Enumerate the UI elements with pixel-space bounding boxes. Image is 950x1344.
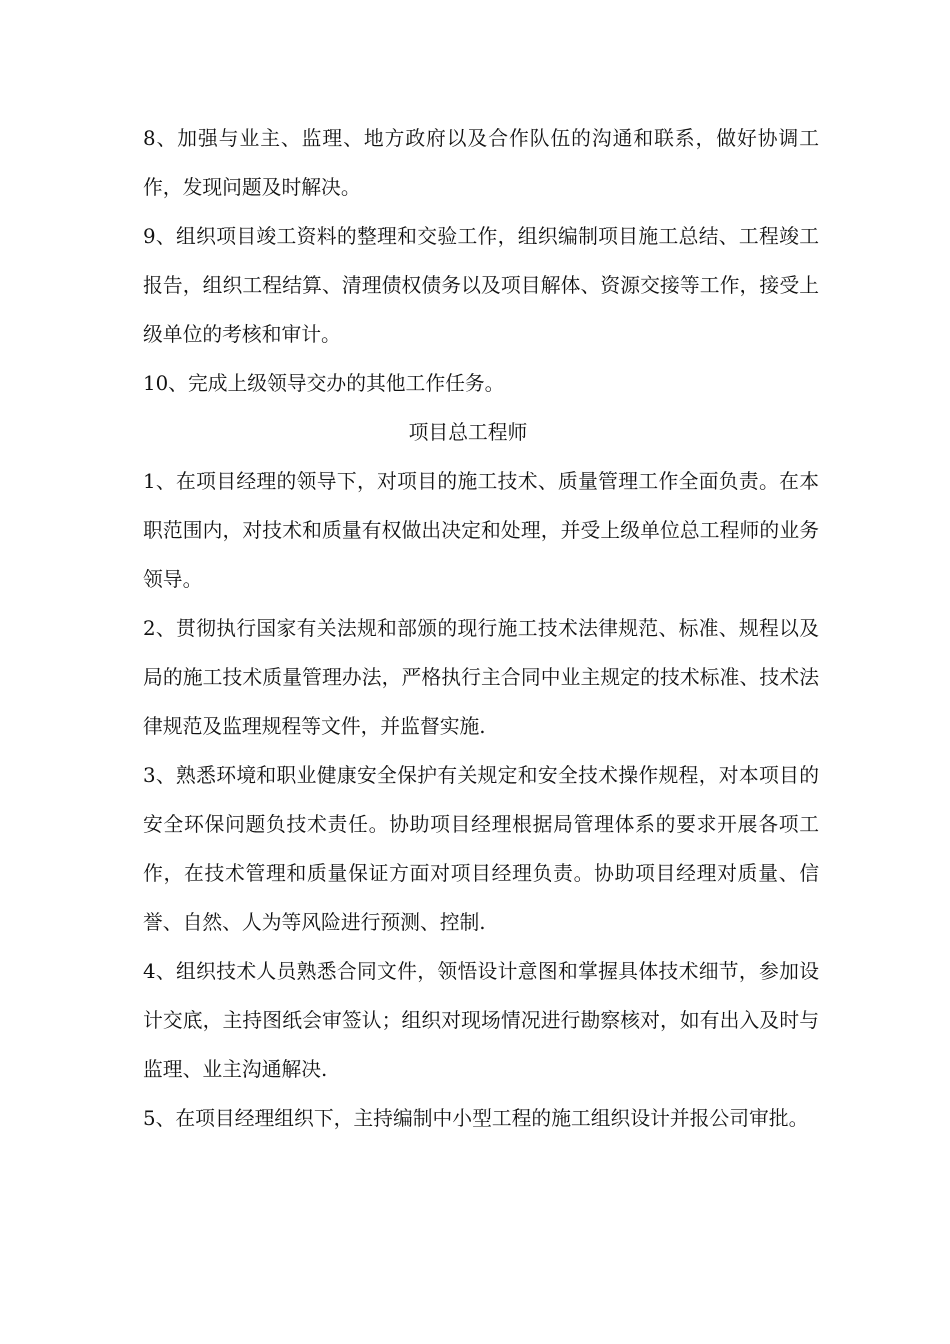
paragraph-item-9: 9、组织项目竣工资料的整理和交验工作，组织编制项目施工总结、工程竣工报告，组织工程结算、清理债权债务以及项目解体、资源交接等工作，接受上级单位的考核和审计。 (143, 225, 819, 346)
section-heading: 项目总工程师 (408, 421, 528, 444)
document-page (143, 114, 819, 1143)
paragraph-item-2: 2、贯彻执行国家有关法规和部颁的现行施工技术法律规范、标准、规程以及局的施工技术质量管理办法，严格执行主合同中业主规定的技术标准、技术法律规范及监理规程等文件，并监督实施. (143, 617, 819, 738)
paragraph-item-1: 1、在项目经理的领导下，对项目的施工技术、质量管理工作全面负责。在本职范围内，对技术和质量有权做出决定和处理，并受上级单位总工程师的业务领导。 (143, 470, 819, 591)
paragraph-item-8: 8、加强与业主、监理、地方政府以及合作队伍的沟通和联系，做好协调工作，发现问题及时解决。 (143, 127, 819, 199)
paragraph-item-4: 4、组织技术人员熟悉合同文件，领悟设计意图和掌握具体技术细节，参加设计交底，主持图纸会审签认；组织对现场情况进行勘察核对，如有出入及时与监理、业主沟通解决. (143, 960, 819, 1081)
paragraph-item-10: 10、完成上级领导交办的其他工作任务。 (143, 372, 505, 395)
paragraph-item-3: 3、熟悉环境和职业健康安全保护有关规定和安全技术操作规程，对本项目的安全环保问题负技术责任。协助项目经理根据局管理体系的要求开展各项工作，在技术管理和质量保证方面对项目经理负责。协助项目经理对质量、信誉、自然、人为等风险进行预测、控制. (143, 764, 819, 934)
paragraph-item-5: 5、在项目经理组织下，主持编制中小型工程的施工组织设计并报公司审批。 (143, 1107, 809, 1130)
